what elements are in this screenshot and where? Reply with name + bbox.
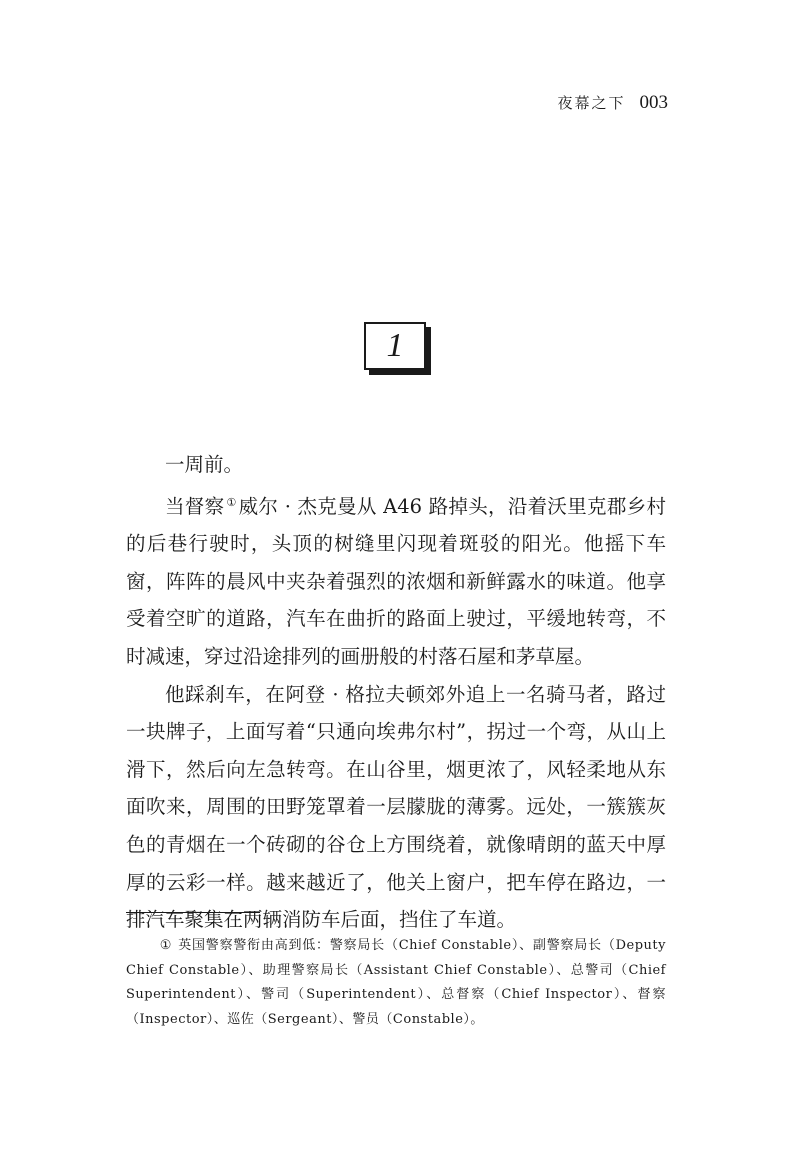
paragraph-1: 一周前。 (165, 453, 244, 476)
chapter-number-box (364, 322, 426, 370)
paragraph-2 (126, 484, 666, 676)
footnote (126, 934, 666, 1032)
paragraph-2-start: 当督察 (165, 494, 225, 518)
footnote-divider (126, 912, 260, 913)
running-header (557, 92, 668, 114)
running-title: 夜幕之下 (557, 94, 626, 112)
body-text (126, 446, 666, 939)
chapter-number: 1 (386, 327, 404, 364)
footnote-marker: ① (159, 938, 173, 953)
footnote-reference[interactable]: ① (226, 495, 237, 509)
paragraph-2-rest: 威尔 · 杰克曼从 A46 路掉头，沿着沃里克郡乡村的后巷行驶时，头顶的树缝里闪现着斑驳的阳光。他摇下车窗，阵阵的晨风中夹杂着强烈的浓烟和新鲜露水的味道。他享受着空旷的道路，汽车在曲折的路面上驶过，平缓地转弯，不时减速，穿过沿途排列的画册般的村落石屋和茅草屋。 (126, 494, 666, 668)
paragraph-3: 他踩刹车，在阿登 · 格拉夫顿郊外追上一名骑马者，路过一块牌子，上面写着“只通向埃弗尔村”，拐过一个弯，从山上滑下，然后向左急转弯。在山谷里，烟更浓了，风轻柔地从东面吹来，周围的田野笼罩着一层朦胧的薄雾。远处，一簇簇灰色的青烟在一个砖砌的谷仓上方围绕着，就像晴朗的蓝天中厚厚的云彩一样。越来越近了，他关上窗户，把车停在路边，一排汽车聚集在两辆消防车后面，挡住了车道。 (126, 682, 666, 932)
footnote-text: 英国警察警衔由高到低：警察局长（Chief Constable）、副警察局长（Deputy Chief Constable）、助理警察局长（Assistant Chief Constable）、总警司（Chief Superintendent）、警司（Superintendent）、总督察（Chief Inspector）、督察（Inspector）、巡佐（Sergeant）、警员（Constable）。 (126, 938, 666, 1027)
page-number: 003 (639, 92, 668, 113)
